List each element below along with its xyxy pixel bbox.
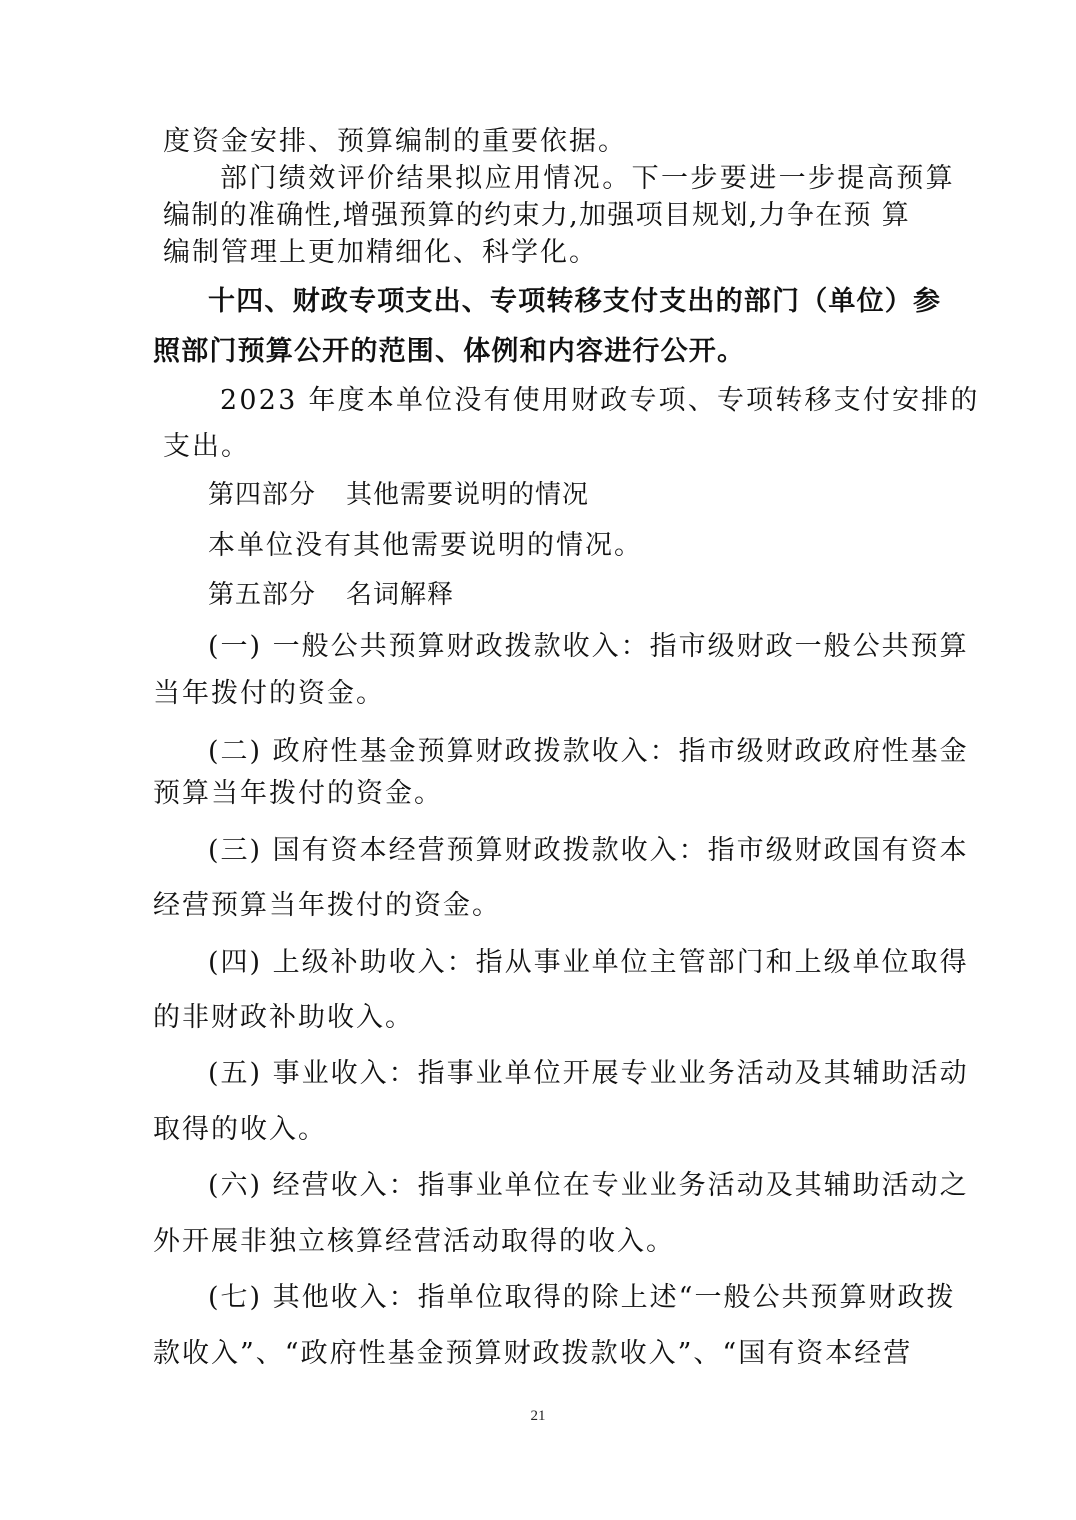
part-four-title: 其他需要说明的情况 (346, 480, 590, 510)
paragraph-line: 部门绩效评价结果拟应用情况。下一步要进一步提高预算 (220, 163, 955, 194)
part-five-label: 第五部分 (208, 580, 317, 610)
part-five-title: 名词解释 (346, 580, 455, 610)
paragraph-line: 本单位没有其他需要说明的情况。 (208, 530, 643, 561)
definition-line: 的非财政补助收入。 (153, 1002, 414, 1033)
definition-line: (四) 上级补助收入：指从事业单位主管部门和上级单位取得 (208, 947, 969, 978)
definition-line: (五) 事业收入：指事业单位开展专业业务活动及其辅助活动 (208, 1058, 969, 1089)
page-number: 21 (530, 1408, 546, 1424)
part-four-label: 第四部分 (208, 480, 317, 510)
section-heading-fourteen: 十四、财政专项支出、专项转移支付支出的部门（单位）参 (208, 286, 942, 317)
definition-line: 款收入”、“政府性基金预算财政拨款收入”、“国有资本经营 (153, 1338, 913, 1369)
section-heading-fourteen-cont: 照部门预算公开的范围、体例和内容进行公开。 (153, 336, 746, 367)
definition-line: (二) 政府性基金预算财政拨款收入：指市级财政政府性基金 (208, 736, 969, 767)
definition-line: 预算当年拨付的资金。 (153, 778, 443, 809)
definition-line: 取得的收入。 (153, 1114, 327, 1145)
paragraph-line: 2023 年度本单位没有使用财政专项、专项转移支付安排的 (220, 385, 980, 416)
definition-line: 经营预算当年拨付的资金。 (153, 890, 501, 921)
part-four-heading (208, 478, 589, 512)
paragraph-line: 编制管理上更加精细化、科学化。 (163, 237, 598, 268)
definition-line: (一) 一般公共预算财政拨款收入：指市级财政一般公共预算 (208, 631, 969, 662)
definition-line: 当年拨付的资金。 (153, 678, 385, 709)
definition-line: (三) 国有资本经营预算财政拨款收入：指市级财政国有资本 (208, 835, 969, 866)
paragraph-line: 编制的准确性,增强预算的约束力,加强项目规划,力争在预 算 (163, 200, 911, 231)
paragraph-line: 度资金安排、预算编制的重要依据。 (163, 126, 627, 157)
paragraph-line: 支出。 (163, 431, 250, 462)
definition-line: (六) 经营收入：指事业单位在专业业务活动及其辅助活动之 (208, 1170, 969, 1201)
part-five-heading (208, 578, 454, 612)
definition-line: 外开展非独立核算经营活动取得的收入。 (153, 1226, 675, 1257)
definition-line: (七) 其他收入：指单位取得的除上述“一般公共预算财政拨 (208, 1282, 956, 1313)
